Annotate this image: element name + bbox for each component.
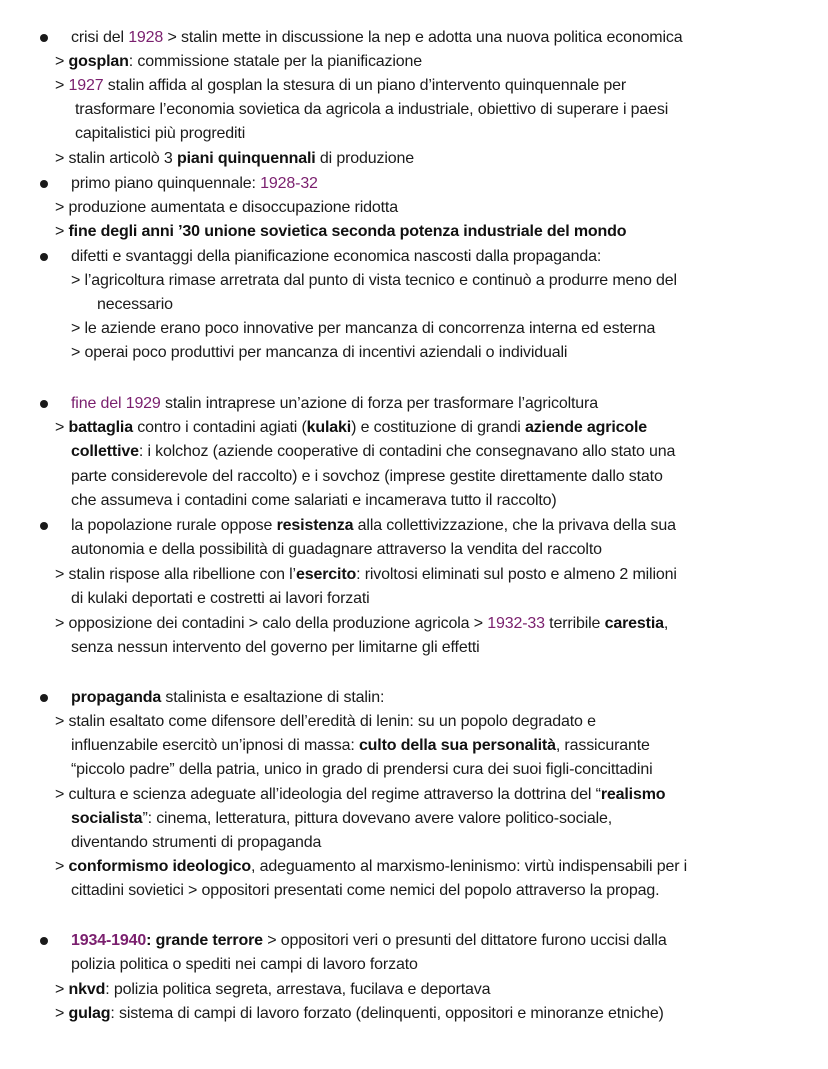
line-collettive: collettive: i kolchoz (aziende cooperative di contadini che consegnavano allo stato una [71,443,676,460]
line-text: necessario [97,296,173,313]
term-aziende-agricole: aziende agricole [524,419,648,436]
line-text: trasformare l’economia sovietica da agricola a industriale, obiettivo di superare i paesi [75,101,669,118]
line-text: > operai poco produttivi per mancanza di incentivi aziendali o individuali [71,344,568,361]
line-text: “piccolo padre” della patria, unico in grado di prendersi cura dei suoi figli-concittadini [71,761,653,778]
line-1927: > 1927 stalin affida al gosplan la stesura di un piano d’intervento quinquennale per [55,77,627,94]
line-text: capitalistici più progrediti [75,125,246,142]
term-seconda-potenza: fine degli anni ’30 unione sovietica seconda potenza industriale del mondo [68,223,627,240]
bullet-icon [40,180,48,188]
line-battaglia: > battaglia contro i contadini agiati (kulaki) e costituzione di grandi aziende agricole [55,419,648,436]
term-collettive: collettive [71,443,139,460]
date-1927: 1927 [68,77,104,94]
line-text: polizia politica o spediti nei campi di lavoro forzato [71,956,418,973]
bullet-icon [40,694,48,702]
term-battaglia: battaglia [68,419,133,436]
line-text: che assumeva i contadini come salariati e incamerava tutto il raccolto) [71,492,557,509]
line-text: diventando strumenti di propaganda [71,834,322,851]
line-text: autonomia e della possibilità di guadagnare attraverso la vendita del raccolto [71,541,602,558]
bullet-icon [40,34,48,42]
line-piani: > stalin articolò 3 piani quinquennali di produzione [55,150,415,167]
line-realismo: > cultura e scienza adeguate all’ideologia del regime attraverso la dottrina del “realismo [55,786,666,803]
line-carestia: > opposizione dei contadini > calo della produzione agricola > 1932-33 terribile carestia, [55,615,669,632]
term-gulag: gulag [68,1005,111,1022]
term-gosplan: gosplan [68,53,129,70]
line-grande-terrore: 1934-1940: grande terrore > oppositori veri o presunti del dittatore furono uccisi dalla [71,932,667,949]
line-text: senza nessun intervento del governo per limitarne gli effetti [71,639,480,656]
date-1934-1940: 1934-1940 [71,932,147,949]
date-1928-32: 1928-32 [260,175,318,192]
line-gosplan: > gosplan: commissione statale per la pianificazione [55,53,423,70]
date-1928: 1928 [128,29,164,46]
bullet-icon [40,937,48,945]
line-propaganda: propaganda stalinista e esaltazione di stalin: [71,689,385,706]
line-fine-1929: fine del 1929 stalin intraprese un’azione di forza per trasformare l’agricoltura [71,395,598,412]
term-culto-personalita: culto della sua personalità [358,737,556,754]
line-culto: influenzabile esercitò un’ipnosi di massa: culto della sua personalità, rassicurante [71,737,650,754]
date-1932-33: 1932-33 [487,615,545,632]
date-fine-1929: fine del 1929 [71,395,161,412]
line-text: cittadini sovietici > oppositori presentati come nemici del popolo attraverso la propag. [71,882,660,899]
bullet-icon [40,522,48,530]
line-crisi-1928: crisi del 1928 > stalin mette in discussione la nep e adotta una nuova politica economica [71,29,683,46]
term-piani-quinquennali: piani quinquennali [176,150,316,167]
line-text: > l’agricoltura rimase arretrata dal punto di vista tecnico e continuò a produrre meno del [71,272,677,289]
line-resistenza: la popolazione rurale oppose resistenza alla collettivizzazione, che la privava della sua [71,517,676,534]
bullet-icon [40,400,48,408]
line-text: > produzione aumentata e disoccupazione ridotta [55,199,398,216]
bullet-icon [40,253,48,261]
line-nkvd: > nkvd: polizia politica segreta, arrestava, fucilava e deportava [55,981,491,998]
term-kulaki: kulaki [306,419,352,436]
line-text: parte considerevole del raccolto) e i sovchoz (imprese gestite direttamente dallo stato [71,468,663,485]
term-resistenza: resistenza [276,517,354,534]
line-gulag: > gulag: sistema di campi di lavoro forzato (delinquenti, oppositori e minoranze etniche) [55,1005,664,1022]
line-esercito: > stalin rispose alla ribellione con l’esercito: rivoltosi eliminati sul posto e almeno 2 milioni [55,566,677,583]
term-esercito: esercito [295,566,357,583]
term-conformismo-ideologico: conformismo ideologico [68,858,251,875]
line-text: difetti e svantaggi della pianificazione economica nascosti dalla propaganda: [71,248,602,265]
term-grande-terrore: : grande terrore [146,932,263,949]
line-fine-anni-30: > fine degli anni ’30 unione sovietica seconda potenza industriale del mondo [55,223,627,240]
term-carestia: carestia [604,615,664,632]
line-text: di kulaki deportati e costretti ai lavori forzati [71,590,370,607]
line-text: > le aziende erano poco innovative per mancanza di concorrenza interna ed esterna [71,320,656,337]
line-text: > stalin esaltato come difensore dell’eredità di lenin: su un popolo degradato e [55,713,596,730]
term-nkvd: nkvd [68,981,106,998]
term-realismo: realismo [600,786,666,803]
line-primo-piano: primo piano quinquennale: 1928-32 [71,175,318,192]
term-propaganda: propaganda [71,689,162,706]
term-socialista: socialista [71,810,143,827]
line-conformismo: > conformismo ideologico, adeguamento al marxismo-leninismo: virtù indispensabili per i [55,858,688,875]
line-socialista: socialista”: cinema, letteratura, pittura dovevano avere valore politico-sociale, [71,810,613,827]
